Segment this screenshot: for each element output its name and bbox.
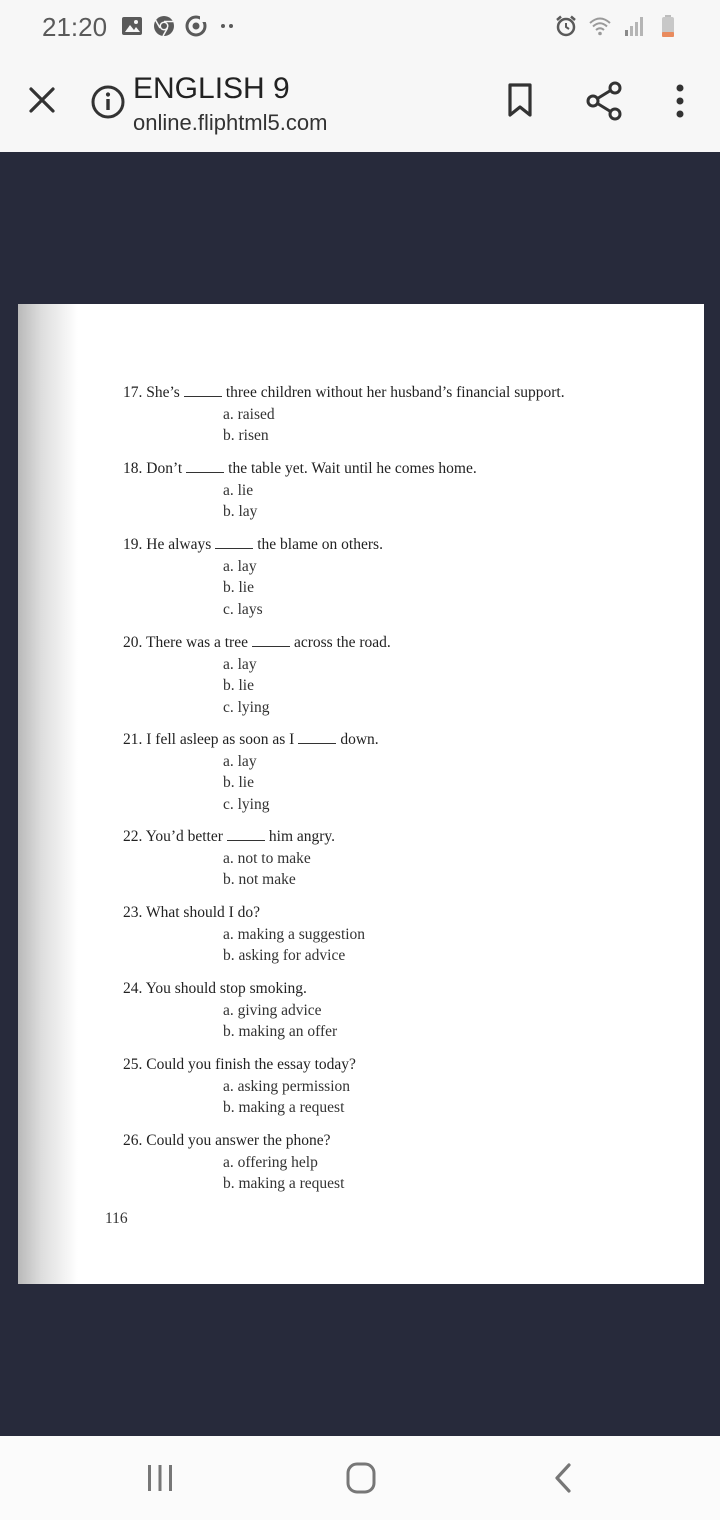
question-stem — [123, 460, 477, 478]
gallery-icon — [120, 14, 144, 38]
answer-option: c. lying — [223, 795, 270, 813]
question-number: 25. — [123, 1056, 143, 1073]
question-text-after: the table yet. Wait until he comes home. — [228, 460, 477, 477]
answer-option: a. raised — [223, 405, 275, 423]
answer-option: b. risen — [223, 427, 269, 444]
browser-toolbar — [0, 56, 720, 152]
question-number: 23. — [123, 904, 143, 921]
status-time: 21:20 — [42, 12, 108, 42]
recent-apps-icon[interactable] — [140, 1462, 180, 1494]
status-bar — [0, 0, 720, 56]
answer-option: c. lays — [223, 600, 263, 618]
question-text-before: There was a tree — [145, 634, 248, 651]
question-stem — [123, 731, 379, 749]
answer-blank — [215, 537, 253, 549]
status-left-icons — [120, 14, 240, 38]
answer-option: b. lay — [223, 503, 258, 520]
question-stem — [123, 634, 391, 652]
question-text-after: him angry. — [268, 828, 336, 845]
answer-blank — [227, 829, 265, 841]
question-stem — [123, 904, 260, 922]
question-stem — [123, 384, 565, 402]
sync-icon — [184, 14, 208, 38]
answer-option: a. offering help — [223, 1153, 318, 1171]
question-text-before: He always — [146, 536, 212, 553]
info-icon[interactable] — [90, 84, 126, 120]
answer-blank — [252, 635, 290, 647]
question-stem — [123, 1132, 331, 1150]
question-number: 26. — [123, 1132, 143, 1149]
answer-option: b. not make — [223, 871, 296, 888]
back-icon[interactable] — [543, 1462, 583, 1494]
answer-option: a. lie — [223, 481, 254, 499]
answer-option: a. asking permission — [223, 1077, 350, 1095]
answer-option: a. making a suggestion — [223, 925, 366, 943]
question-stem — [123, 980, 307, 998]
answer-blank — [298, 732, 336, 744]
flipbook-viewer[interactable] — [0, 152, 720, 1436]
answer-blank — [186, 461, 224, 473]
question-text-before: She’s — [146, 384, 180, 401]
question-number: 24. — [123, 980, 143, 997]
wifi-icon — [588, 14, 612, 38]
answer-option: b. making a request — [223, 1175, 345, 1192]
question-number: 22. — [123, 828, 143, 845]
question-text-before: I fell asleep as soon as I — [146, 731, 295, 748]
answer-option: a. lay — [223, 752, 257, 770]
answer-option: a. lay — [223, 557, 257, 575]
answer-option: b. making an offer — [223, 1023, 338, 1040]
share-icon[interactable] — [583, 80, 625, 122]
answer-option: b. lie — [223, 677, 254, 694]
question-text-before: Don’t — [146, 460, 183, 477]
question-text: Could you finish the essay today? — [146, 1056, 356, 1073]
question-number: 21. — [123, 731, 143, 748]
chrome-icon — [152, 14, 176, 38]
question-text: What should I do? — [145, 904, 261, 921]
home-icon[interactable] — [341, 1462, 381, 1494]
question-number: 18. — [123, 460, 143, 477]
question-stem — [123, 828, 335, 846]
status-right-icons — [554, 14, 680, 38]
question-text: You should stop smoking. — [145, 980, 307, 997]
question-text-before: You’d better — [145, 828, 223, 845]
question-text: Could you answer the phone? — [146, 1132, 331, 1149]
answer-option: b. lie — [223, 579, 254, 596]
book-page[interactable] — [18, 304, 704, 1284]
answer-blank — [184, 385, 222, 397]
page-title: ENGLISH 9 — [133, 72, 290, 105]
question-text-after: the blame on others. — [257, 536, 383, 553]
more-vert-icon[interactable] — [664, 80, 696, 122]
answer-option: b. making a request — [223, 1099, 345, 1116]
close-icon[interactable] — [22, 80, 62, 120]
question-stem — [123, 536, 383, 554]
answer-option: c. lying — [223, 698, 270, 716]
bookmark-icon[interactable] — [500, 80, 540, 120]
page-content — [18, 304, 704, 1284]
signal-icon — [622, 14, 646, 38]
question-text-after: three children without her husband’s financial support. — [225, 384, 565, 401]
question-text-after: down. — [340, 731, 379, 748]
battery-icon — [656, 14, 680, 38]
question-text-after: across the road. — [293, 634, 391, 651]
system-nav-bar — [0, 1436, 720, 1520]
alarm-icon — [554, 14, 578, 38]
answer-option: a. lay — [223, 655, 257, 673]
more-dots-icon — [216, 14, 240, 38]
question-number: 20. — [123, 634, 143, 651]
page-url[interactable]: online.fliphtml5.com — [133, 110, 328, 135]
answer-option: b. asking for advice — [223, 947, 346, 964]
answer-option: a. not to make — [223, 849, 311, 867]
page-number: 116 — [105, 1210, 128, 1227]
answer-option: b. lie — [223, 774, 254, 791]
question-number: 19. — [123, 536, 143, 553]
answer-option: a. giving advice — [223, 1001, 322, 1019]
question-stem — [123, 1056, 356, 1074]
question-number: 17. — [123, 384, 143, 401]
